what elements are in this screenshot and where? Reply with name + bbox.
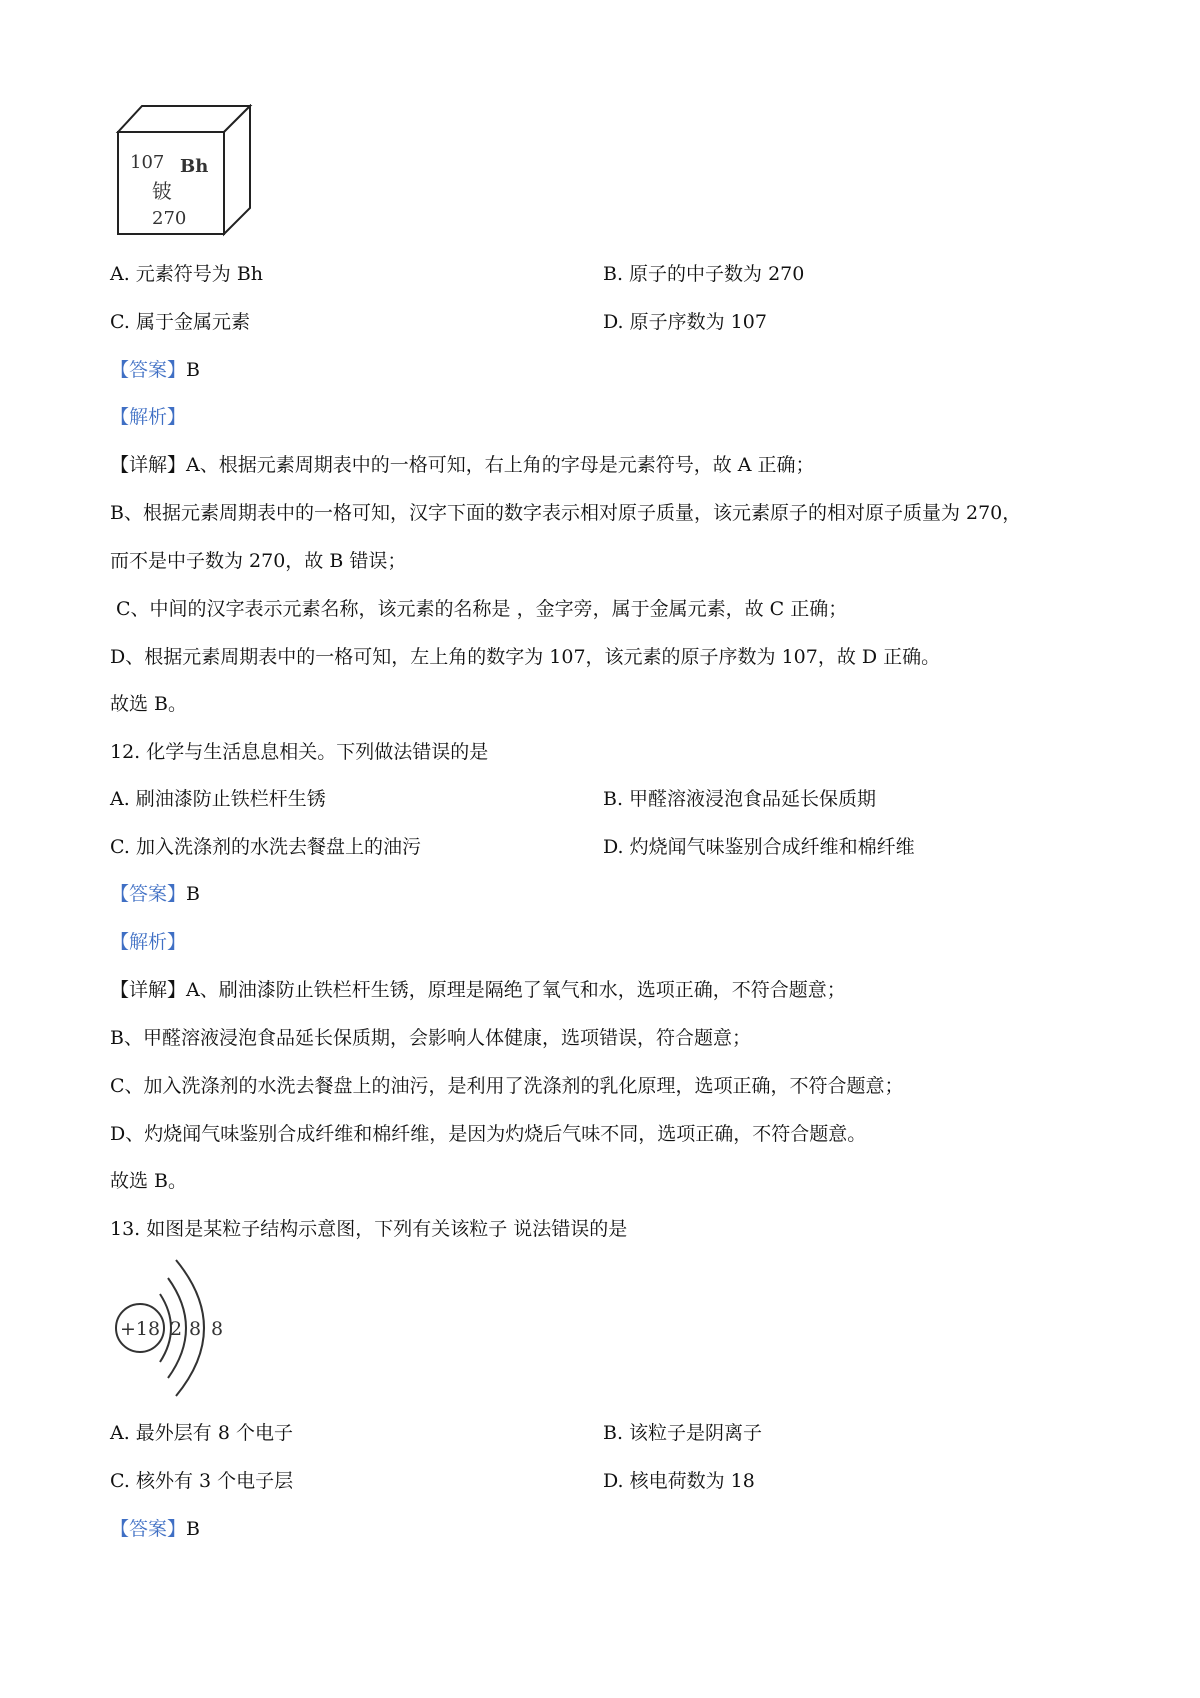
q13-option-c: C. 核外有 3 个电子层 [110,1470,294,1492]
answer-value: B [186,883,200,905]
answer-tag: 【答案】 [110,883,187,905]
detail-text: A、刷油漆防止铁栏杆生锈，原理是隔绝了氧气和水，选项正确，不符合题意； [186,979,846,1001]
shell-3-electrons: 8 [211,1318,224,1340]
shell-1-electrons: 2 [170,1318,183,1340]
q11-option-b: B. 原子的中子数为 270 [603,263,805,285]
q12-detail-line-3: C、加入洗涤剂的水洗去餐盘上的油污，是利用了洗涤剂的乳化原理，选项正确，不符合题意； [110,1075,904,1097]
analysis-tag: 【解析】 [110,406,187,428]
answer-value: B [186,359,200,381]
q11-detail-line-3: 而不是中子数为 270，故 B 错误； [110,550,407,572]
detail-tag: 【详解】 [110,454,187,476]
detail-tag: 【详解】 [110,979,187,1001]
q12-analysis-heading [110,930,186,954]
detail-text: A、根据元素周期表中的一格可知，右上角的字母是元素符号，故 A 正确； [186,454,815,476]
q12-detail-line-2: B、甲醛溶液浸泡食品延长保质期，会影响人体健康，选项错误，符合题意； [110,1027,751,1049]
q13-option-a: A. 最外层有 8 个电子 [110,1422,293,1444]
element-symbol: Bh [180,156,209,177]
q11-answer [110,358,200,382]
q11-detail-line-5: D、根据元素周期表中的一格可知，左上角的数字为 107，该元素的原子序数为 107，故 D 正确。 [110,646,941,668]
q12-detail-line-4: D、灼烧闻气味鉴别合成纤维和棉纤维，是因为灼烧后气味不同，选项正确，不符合题意。 [110,1123,867,1145]
q11-conclusion: 故选 B。 [110,693,188,715]
q12-option-a: A. 刷油漆防止铁栏杆生锈 [110,788,326,810]
shell-2-electrons: 8 [189,1318,202,1340]
q12-detail-line-1 [110,978,846,1002]
q12-option-b: B. 甲醛溶液浸泡食品延长保质期 [603,788,877,810]
answer-tag: 【答案】 [110,359,187,381]
q12-answer [110,882,200,906]
q11-detail-line-1 [110,453,815,477]
q12-option-d: D. 灼烧闻气味鉴别合成纤维和棉纤维 [603,836,915,858]
q11-analysis-heading [110,405,186,429]
q12-stem: 12. 化学与生活息息相关。下列做法错误的是 [110,741,489,763]
answer-value: B [186,1518,200,1540]
q13-option-d: D. 核电荷数为 18 [603,1470,755,1492]
element-card-figure [112,104,262,240]
q12-option-c: C. 加入洗涤剂的水洗去餐盘上的油污 [110,836,421,858]
q13-answer [110,1517,200,1541]
particle-structure-diagram [112,1258,242,1398]
q11-option-a: A. 元素符号为 Bh [110,263,264,285]
element-name: 铍 [152,179,172,203]
nucleus-charge: +18 [120,1318,161,1340]
element-number: 107 [130,152,165,173]
analysis-tag: 【解析】 [110,931,187,953]
q11-option-d: D. 原子序数为 107 [603,311,767,333]
q13-option-b: B. 该粒子是阴离子 [603,1422,763,1444]
q11-detail-line-4: C、中间的汉字表示元素名称，该元素的名称是 ，金字旁，属于金属元素，故 C 正确； [116,598,848,620]
q12-conclusion: 故选 B。 [110,1170,188,1192]
element-mass: 270 [152,208,187,229]
q11-detail-line-2: B、根据元素周期表中的一格可知，汉字下面的数字表示相对原子质量，该元素原子的相对原子质量为 270， [110,502,1022,524]
q11-option-c: C. 属于金属元素 [110,311,250,333]
q13-stem: 13. 如图是某粒子结构示意图，下列有关该粒子 说法错误的是 [110,1218,628,1240]
answer-tag: 【答案】 [110,1518,187,1540]
